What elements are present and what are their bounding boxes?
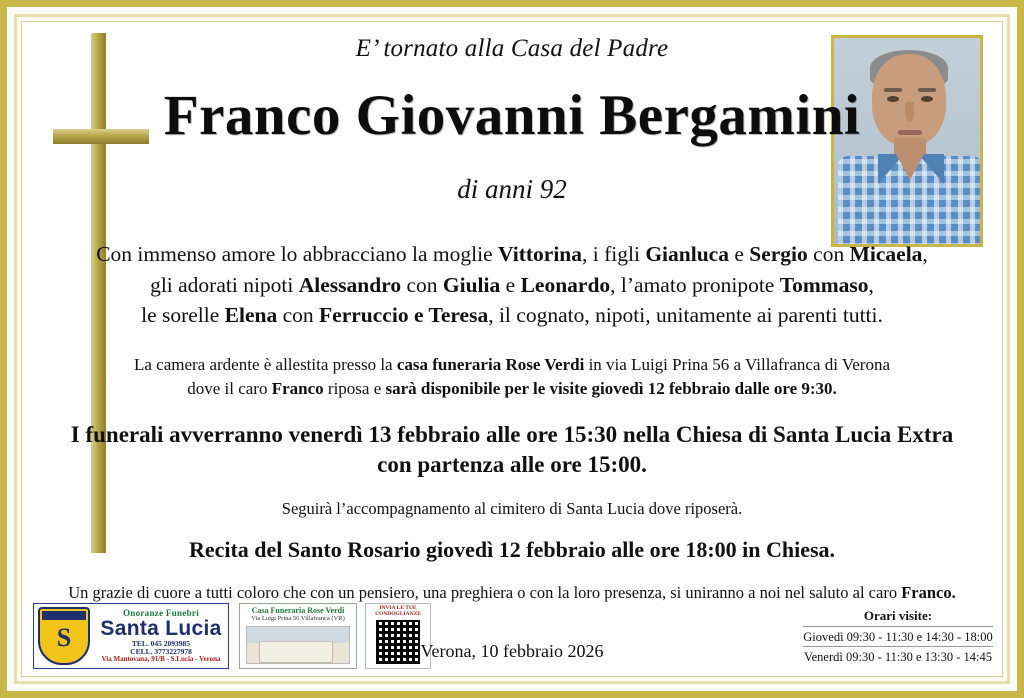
thanks-line: Un grazie di cuore a tutti coloro che con un pensiero, una preghiera o con la loro presenza, si uniranno a noi nel saluto al caro Franco.: [68, 582, 956, 602]
qr-label: INVIA LE TUE CONDOGLIANZE: [375, 605, 421, 618]
cemetery-line: Seguirà l’accompagnamento al cimitero di Santa Lucia dove riposerà.: [281, 498, 743, 518]
visiting-hours: [803, 607, 993, 666]
family-line: gli adorati nipoti Alessandro con Giulia e Leonardo, l’amato pronipote Tommaso,: [150, 272, 874, 297]
wake-line: La camera ardente è allestita presso la casa funeraria Rose Verdi in via Luigi Prina 56 a Villafranca di Verona: [133, 354, 891, 374]
agency-phone: TEL. 045 2093985: [131, 639, 191, 649]
family-paragraph: [27, 239, 997, 331]
agency-mobile: CELL. 3773227978: [130, 647, 192, 657]
deceased-age: di anni 92: [457, 174, 567, 204]
crest-band: [42, 611, 86, 620]
agency-address: Via Mantovana, 91/B - S.Lucia - Verona: [101, 654, 221, 663]
visiting-hours-title: Orari visite:: [863, 608, 933, 623]
agency-name: Santa Lucia: [100, 617, 222, 641]
funeral-paragraph: [27, 420, 997, 481]
agency-subtitle: Onoranze Funebri: [122, 607, 200, 618]
wake-paragraph: [27, 353, 997, 402]
obituary-text: [27, 35, 997, 603]
poster-footer: [27, 603, 997, 675]
preamble-text: E’ tornato alla Casa del Padre: [355, 35, 669, 62]
funeral-home-name: Casa Funeraria Rose Verdi: [251, 606, 345, 615]
family-line: le sorelle Elena con Ferruccio e Teresa, il cognato, nipoti, unitamente ai parenti tutti.: [141, 303, 883, 328]
funeral-home-address: Via Luigi Prina 56 Villafranca (VR): [251, 615, 345, 622]
funeral-line: I funerali avverranno venerdì 13 febbraio alle ore 15:30 nella Chiesa di Santa Lucia Extra: [70, 421, 954, 447]
crest-letter: S: [56, 623, 72, 652]
rosary-line: Recita del Santo Rosario giovedì 12 febbraio alle ore 18:00 in Chiesa.: [188, 536, 836, 562]
place-and-date: Verona, 10 febbraio 2026: [420, 641, 604, 661]
funeral-line: con partenza alle ore 15:00.: [377, 452, 647, 478]
visiting-hours-row: Giovedì 09:30 - 11:30 e 14:30 - 18:00: [803, 626, 993, 646]
wake-line: dove il caro Franco riposa e sarà disponibile per le visite giovedì 12 febbraio dalle ore 9:30.: [187, 379, 837, 399]
visiting-hours-row: Venerdì 09:30 - 11:30 e 13:30 - 14:45: [803, 646, 993, 666]
deceased-name: Franco Giovanni Bergamini: [163, 84, 861, 147]
family-line: Con immenso amore lo abbracciano la moglie Vittorina, i figli Gianluca e Sergio con Micaela,: [96, 242, 928, 266]
